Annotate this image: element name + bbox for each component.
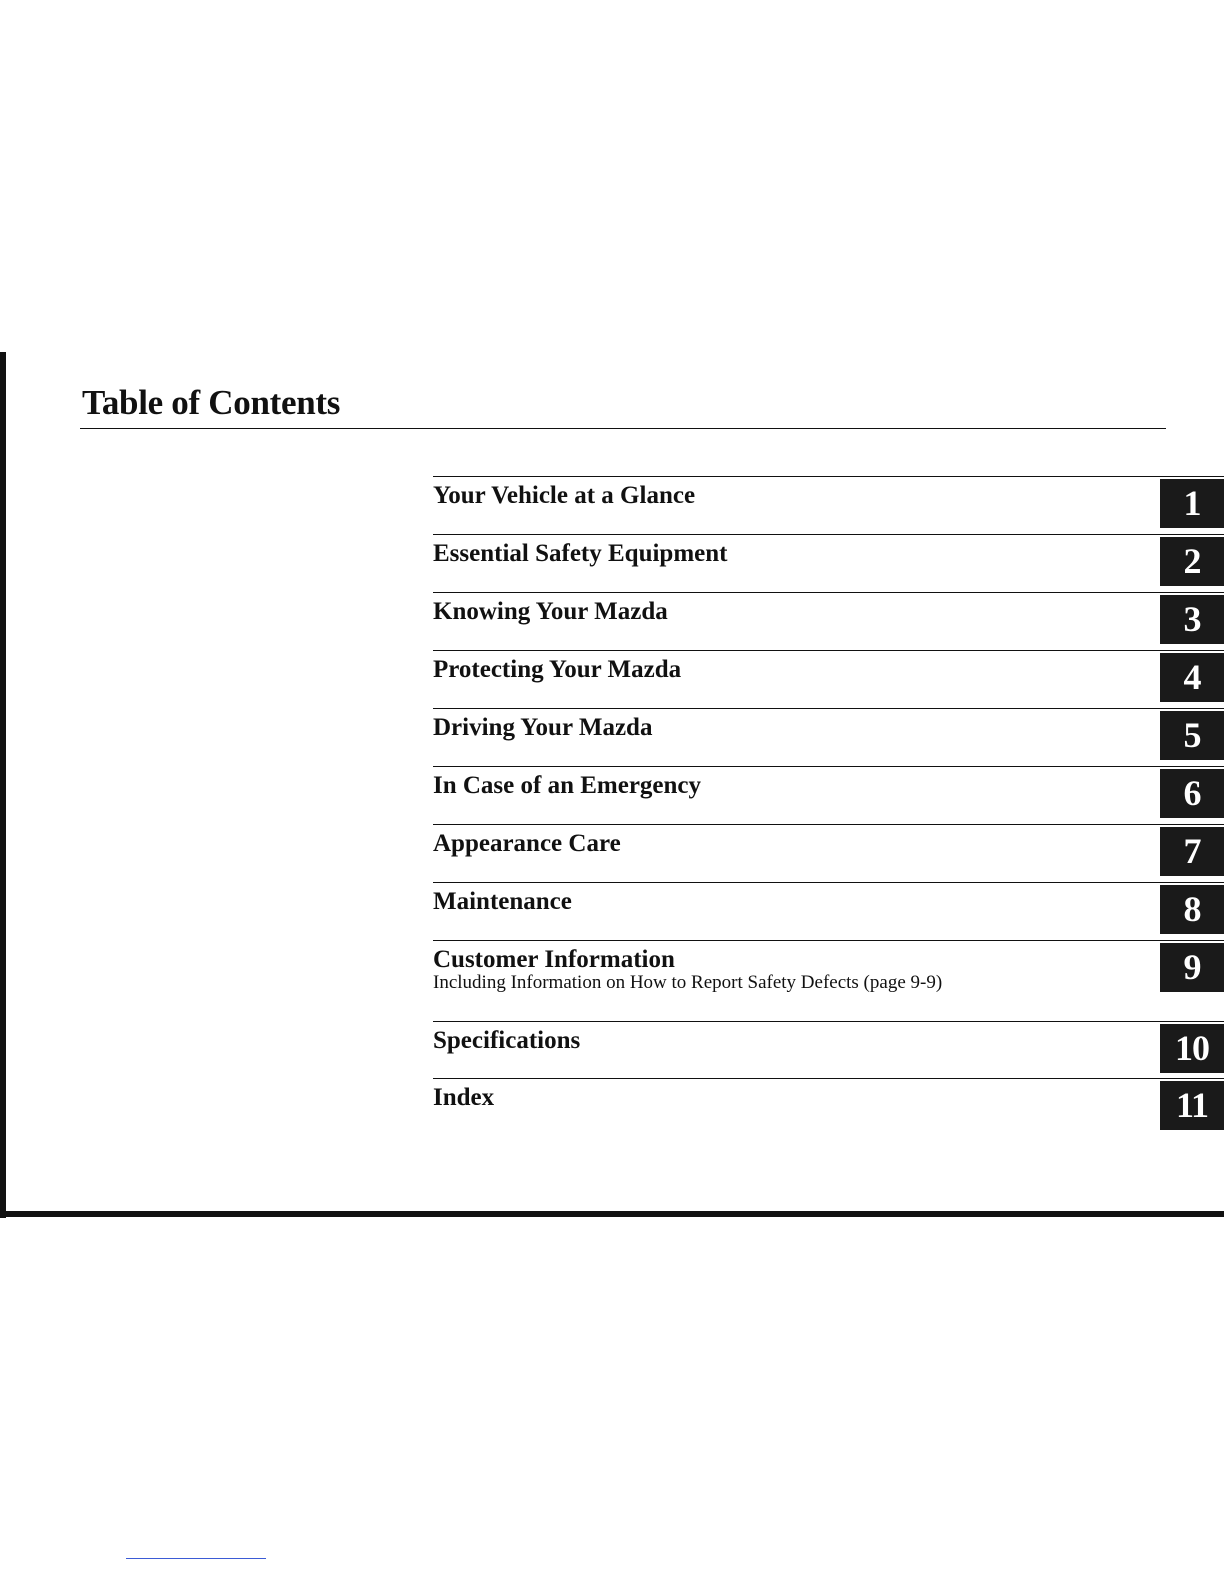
toc-entry-label: In Case of an Emergency [433, 772, 702, 799]
toc-entry-driving-your-mazda[interactable] [433, 708, 1224, 767]
toc-entry-label: Specifications [433, 1027, 581, 1054]
page-title: Table of Contents [82, 383, 341, 422]
chapter-tab[interactable]: 7 [1160, 827, 1224, 876]
toc-entry-sublabel: Including Information on How to Report Safety Defects (page 9-9) [433, 972, 943, 993]
chapter-tab[interactable]: 11 [1160, 1081, 1224, 1130]
toc-entry-emergency[interactable] [433, 766, 1224, 825]
toc-entry-label: Index [433, 1084, 495, 1111]
toc-entry-label: Customer Information [433, 946, 675, 973]
chapter-tab[interactable]: 5 [1160, 711, 1224, 760]
chapter-tab[interactable]: 6 [1160, 769, 1224, 818]
toc-entry-vehicle-at-a-glance[interactable] [433, 476, 1224, 535]
chapter-tab[interactable]: 2 [1160, 537, 1224, 586]
toc-entry-protecting-your-mazda[interactable] [433, 650, 1224, 709]
chapter-tab[interactable]: 10 [1160, 1024, 1224, 1073]
chapter-tab[interactable]: 4 [1160, 653, 1224, 702]
toc-entry-label: Maintenance [433, 888, 572, 915]
toc-entry-label: Essential Safety Equipment [433, 540, 728, 567]
toc-entry-label: Your Vehicle at a Glance [433, 482, 696, 509]
chapter-tab[interactable]: 8 [1160, 885, 1224, 934]
toc-entry-safety-equipment[interactable] [433, 534, 1224, 593]
chapter-tab[interactable]: 1 [1160, 479, 1224, 528]
toc-entry-customer-information[interactable] [433, 940, 1224, 1022]
footer-link-underline [126, 1558, 266, 1559]
chapter-tab[interactable]: 9 [1160, 943, 1224, 992]
toc-entry-appearance-care[interactable] [433, 824, 1224, 883]
toc-entry-label: Appearance Care [433, 830, 621, 857]
toc-entry-maintenance[interactable] [433, 882, 1224, 941]
toc-entry-label: Knowing Your Mazda [433, 598, 668, 625]
toc-entry-specifications[interactable] [433, 1021, 1224, 1079]
chapter-tab[interactable]: 3 [1160, 595, 1224, 644]
toc-entry-label: Driving Your Mazda [433, 714, 653, 741]
toc-entry-knowing-your-mazda[interactable] [433, 592, 1224, 651]
toc-entry-index[interactable] [433, 1078, 1224, 1137]
toc-entry-label: Protecting Your Mazda [433, 656, 682, 683]
